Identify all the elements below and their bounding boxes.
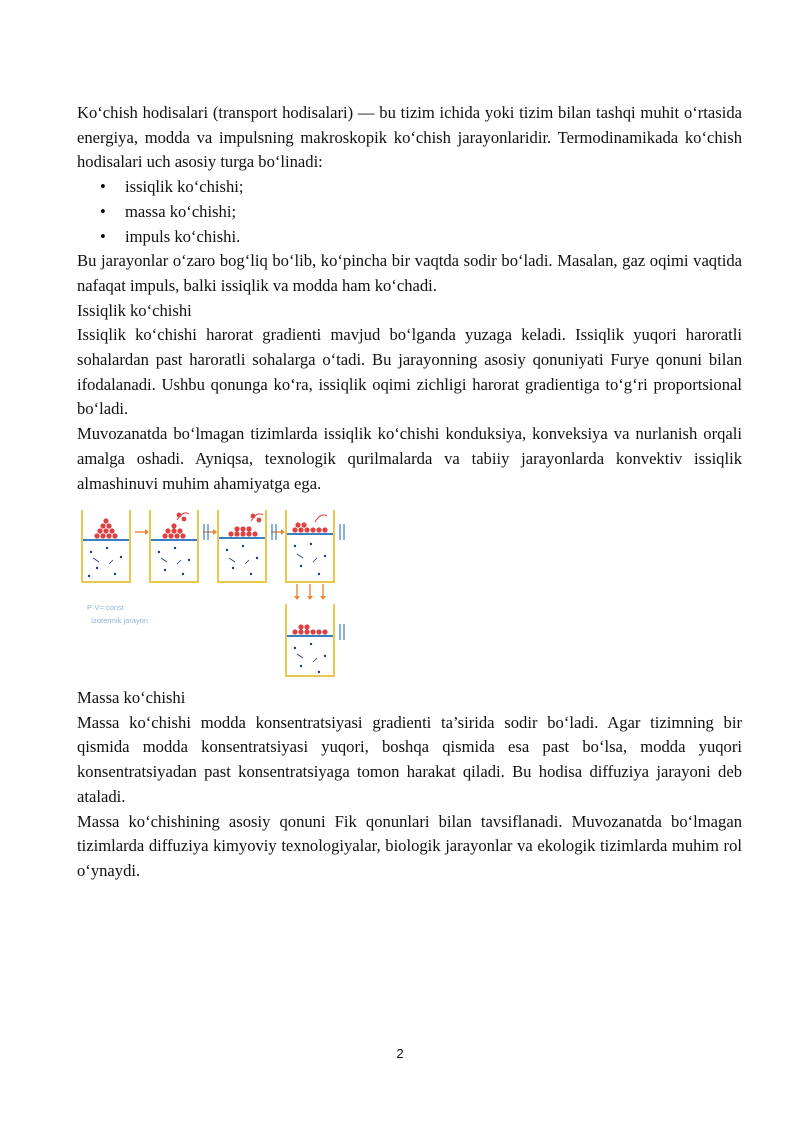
piston-diagram bbox=[77, 502, 357, 682]
transport-types-list bbox=[77, 175, 742, 249]
list-item: • issiqlik ko‘chishi; bbox=[100, 175, 742, 200]
page-number: 2 bbox=[396, 1046, 404, 1061]
section-mass bbox=[77, 686, 742, 884]
mass-heading: Massa ko‘chishi bbox=[77, 688, 186, 707]
figure-label-equation: P·V= const bbox=[87, 603, 124, 612]
isothermal-process-figure bbox=[77, 502, 357, 682]
heat-heading: Issiqlik ko‘chishi bbox=[77, 300, 192, 320]
heat-paragraph-1: Issiqlik ko‘chishi harorat gradienti mavjud bo‘lganda yuzaga keladi. Issiqlik yuqori haroratli sohalardan past haroratli sohalarga o‘tadi. Bu jarayonning asosiy qonuniyati Furye qonuni bilan ifodalanadi. Ushbu qonunga ko‘ra, issiqlik oqimi zichligi harorat gradientiga to‘g‘ri proportsional bo‘ladi. bbox=[77, 325, 742, 419]
list-item: • impuls ko‘chishi. bbox=[100, 225, 742, 250]
intro-paragraph: Ko‘chish hodisalari (transport hodisalari) — bu tizim ichida yoki tizim bilan tashqi muhit o‘rtasida energiya, modda va impulsning makroskopik ko‘chish jarayonlaridir. Termodinamikada ko‘chish hodisalari uch asosiy turga bo‘linadi: bbox=[77, 103, 742, 172]
section-transport bbox=[77, 101, 742, 496]
relation-paragraph: Bu jarayonlar o‘zaro bog‘liq bo‘lib, ko‘pincha bir vaqtda sodir bo‘ladi. Masalan, gaz oqimi vaqtida nafaqat impuls, balki issiqlik va modda ham ko‘chadi. bbox=[77, 251, 742, 295]
list-item: • massa ko‘chishi; bbox=[100, 200, 742, 225]
heat-paragraph-2: Muvozanatda bo‘lmagan tizimlarda issiqlik ko‘chishi konduksiya, konveksiya va nurlanish orqali amalga oshadi. Ayniqsa, texnologik qurilmalarda va tabiiy jarayonlarda konvektiv issiqlik almashinuvi muhim ahamiyatga ega. bbox=[77, 424, 742, 493]
figure-label-process: Izotermik jarayon bbox=[91, 616, 149, 625]
mass-paragraph-1: Massa ko‘chishi modda konsentratsiyasi gradienti ta’sirida sodir bo‘ladi. Agar tizimning bir qismida modda konsentratsiyasi yuqori, boshqa qismida esa past bo‘lsa, modda yuqori konsentratsiyadan past konsentratsiyaga tomon harakat qiladi. Bu hodisa diffuziya jarayoni deb ataladi. bbox=[77, 712, 742, 806]
mass-paragraph-2: Massa ko‘chishining asosiy qonuni Fik qonunlari bilan tavsiflanadi. Muvozanatda bo‘lmagan tizimlarda diffuziya kimyoviy texnologiyalar, biologik jarayonlar va ekologik tizimlarda muhim rol o‘ynaydi. bbox=[77, 811, 742, 880]
